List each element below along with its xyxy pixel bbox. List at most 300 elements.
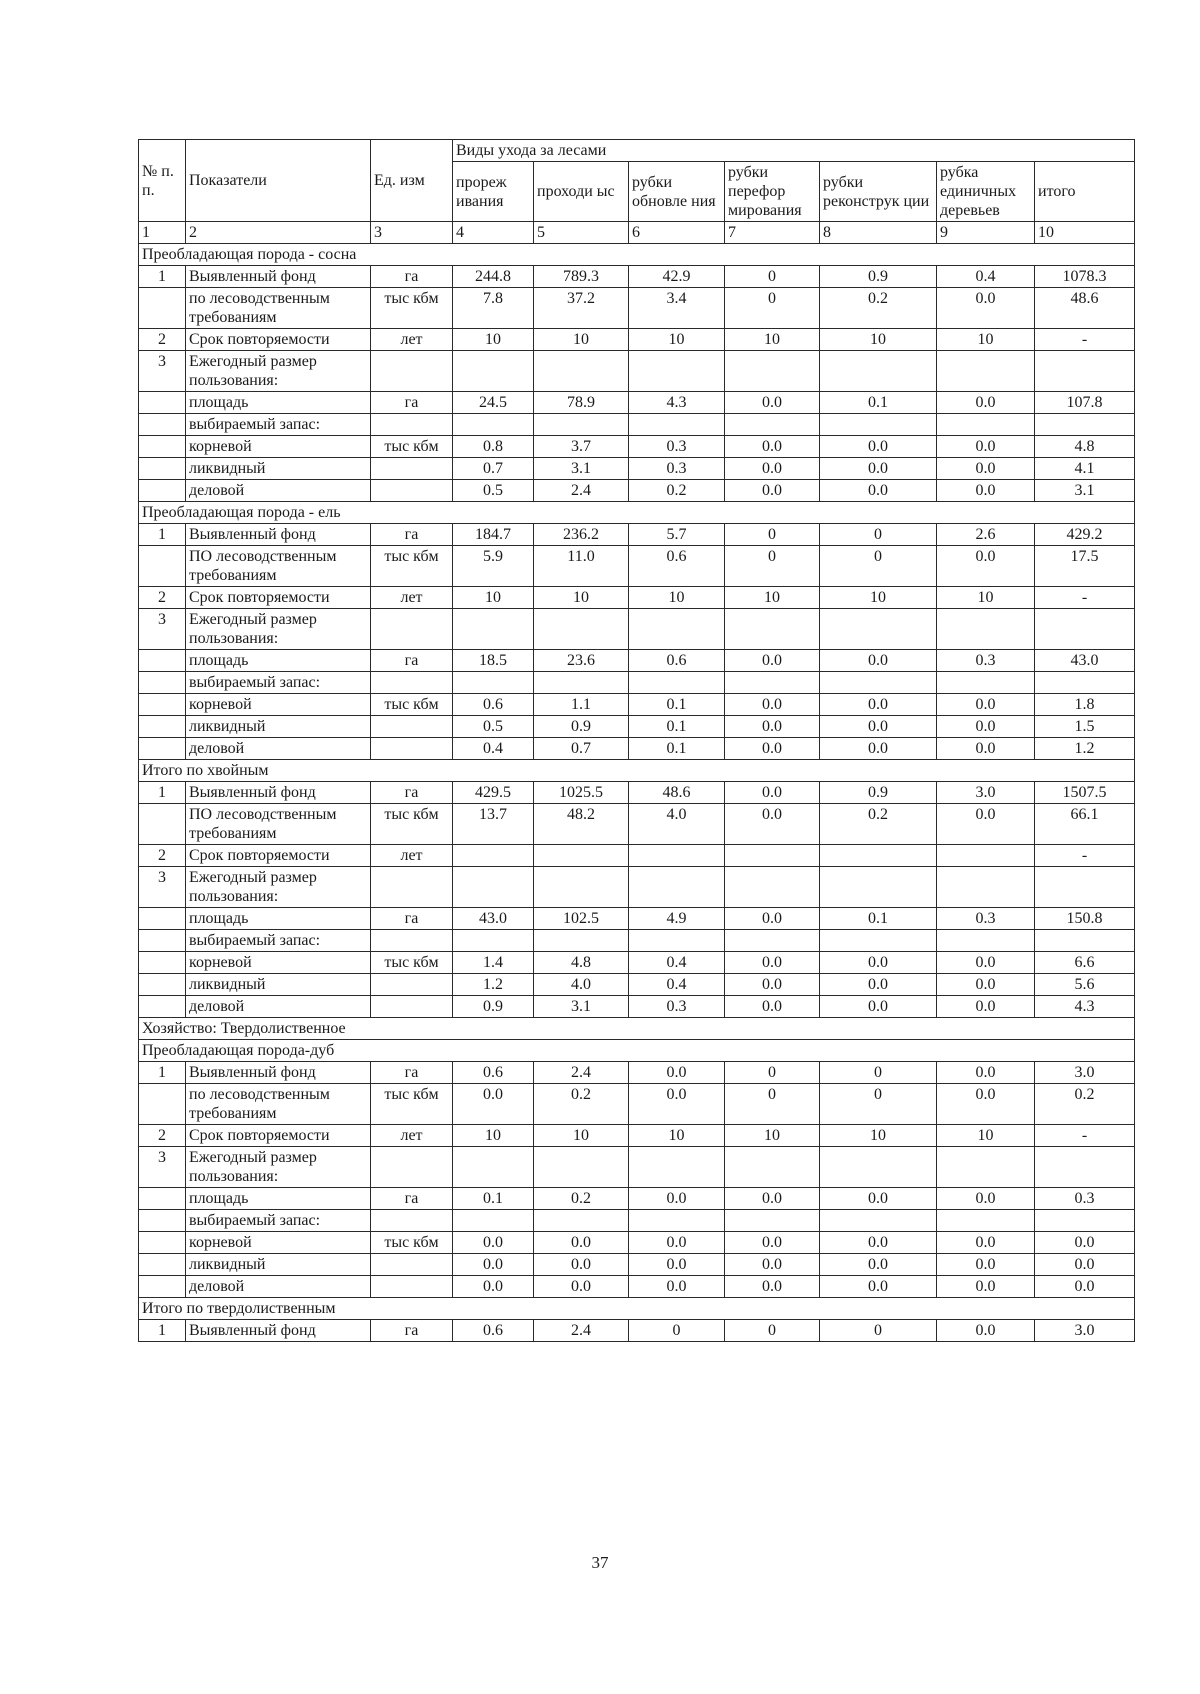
- value-cell: 0.0: [725, 1232, 820, 1254]
- unit-cell: тыс кбм: [371, 804, 453, 845]
- value-cell: 0.0: [937, 480, 1035, 502]
- value-cell: [1035, 1210, 1135, 1232]
- table-row: [139, 782, 1135, 804]
- value-cell: 0: [629, 1320, 725, 1342]
- value-cell: 11.0: [534, 546, 629, 587]
- indicator-label: ПО лесоводственным требованиям: [186, 804, 371, 845]
- row-number: 1: [139, 1062, 186, 1084]
- column-number-row: [139, 222, 1135, 244]
- unit-cell: га: [371, 392, 453, 414]
- table-row: [139, 1320, 1135, 1342]
- value-cell: 7.8: [453, 288, 534, 329]
- value-cell: 3.1: [534, 458, 629, 480]
- unit-cell: [371, 458, 453, 480]
- section-title: Преобладающая порода-дуб: [139, 1040, 1135, 1062]
- value-cell: 0.0: [937, 694, 1035, 716]
- value-cell: 0.0: [725, 650, 820, 672]
- unit-cell: тыс кбм: [371, 1232, 453, 1254]
- section-row: [139, 760, 1135, 782]
- value-cell: [820, 930, 937, 952]
- value-cell: 3.4: [629, 288, 725, 329]
- col-number: 8: [820, 222, 937, 244]
- value-cell: [725, 845, 820, 867]
- value-cell: 10: [820, 1125, 937, 1147]
- header-single-trees: рубка единичных деревьев: [937, 162, 1035, 222]
- value-cell: 5.9: [453, 546, 534, 587]
- value-cell: [453, 930, 534, 952]
- value-cell: [820, 609, 937, 650]
- value-cell: [1035, 1147, 1135, 1188]
- value-cell: 107.8: [1035, 392, 1135, 414]
- value-cell: 10: [534, 329, 629, 351]
- value-cell: 10: [937, 329, 1035, 351]
- value-cell: [937, 672, 1035, 694]
- value-cell: 0.0: [629, 1276, 725, 1298]
- row-number: [139, 1084, 186, 1125]
- row-number: 3: [139, 609, 186, 650]
- header-row: [139, 140, 1135, 162]
- table-row: [139, 716, 1135, 738]
- unit-cell: га: [371, 1320, 453, 1342]
- value-cell: 0.0: [725, 1188, 820, 1210]
- value-cell: 0.0: [937, 738, 1035, 760]
- value-cell: 0.0: [937, 974, 1035, 996]
- value-cell: 0.4: [629, 974, 725, 996]
- table-row: [139, 329, 1135, 351]
- table-row: [139, 845, 1135, 867]
- indicator-label: по лесоводственным требованиям: [186, 288, 371, 329]
- unit-cell: га: [371, 524, 453, 546]
- value-cell: 0.0: [820, 694, 937, 716]
- value-cell: [725, 930, 820, 952]
- col-number: 10: [1035, 222, 1135, 244]
- indicator-label: корневой: [186, 952, 371, 974]
- value-cell: 48.6: [1035, 288, 1135, 329]
- value-cell: 48.2: [534, 804, 629, 845]
- unit-cell: лет: [371, 1125, 453, 1147]
- value-cell: 0.7: [534, 738, 629, 760]
- value-cell: [453, 1210, 534, 1232]
- value-cell: 0.0: [453, 1276, 534, 1298]
- header-num: № п. п.: [139, 140, 186, 222]
- unit-cell: га: [371, 908, 453, 930]
- row-number: [139, 546, 186, 587]
- value-cell: [937, 845, 1035, 867]
- row-number: [139, 1254, 186, 1276]
- header-indicator: Показатели: [186, 140, 371, 222]
- value-cell: 0: [820, 1062, 937, 1084]
- value-cell: 0.0: [453, 1232, 534, 1254]
- value-cell: 0.6: [629, 650, 725, 672]
- indicator-label: Выявленный фонд: [186, 1320, 371, 1342]
- value-cell: 10: [937, 1125, 1035, 1147]
- unit-cell: тыс кбм: [371, 288, 453, 329]
- indicator-label: Ежегодный размер пользования:: [186, 1147, 371, 1188]
- row-number: [139, 1276, 186, 1298]
- value-cell: 48.6: [629, 782, 725, 804]
- value-cell: 1.1: [534, 694, 629, 716]
- row-number: [139, 1232, 186, 1254]
- value-cell: [534, 845, 629, 867]
- value-cell: 0.0: [629, 1062, 725, 1084]
- value-cell: 0: [820, 1084, 937, 1125]
- col-number: 6: [629, 222, 725, 244]
- value-cell: 0.0: [725, 974, 820, 996]
- value-cell: 0.9: [534, 716, 629, 738]
- value-cell: [820, 867, 937, 908]
- value-cell: 0.0: [820, 716, 937, 738]
- value-cell: 0.0: [629, 1232, 725, 1254]
- value-cell: 0.1: [820, 908, 937, 930]
- value-cell: 0.6: [453, 1320, 534, 1342]
- value-cell: 0.0: [534, 1232, 629, 1254]
- table-row: [139, 1125, 1135, 1147]
- value-cell: 0.9: [820, 266, 937, 288]
- table-row: [139, 480, 1135, 502]
- value-cell: 150.8: [1035, 908, 1135, 930]
- value-cell: [629, 609, 725, 650]
- value-cell: 0.0: [937, 436, 1035, 458]
- value-cell: 1025.5: [534, 782, 629, 804]
- value-cell: 0.0: [725, 1276, 820, 1298]
- indicator-label: корневой: [186, 1232, 371, 1254]
- value-cell: [725, 351, 820, 392]
- table-row: [139, 908, 1135, 930]
- value-cell: 0.0: [820, 952, 937, 974]
- value-cell: 0.8: [453, 436, 534, 458]
- forest-care-table: [138, 139, 1135, 1342]
- value-cell: 4.0: [629, 804, 725, 845]
- value-cell: 0.0: [937, 1062, 1035, 1084]
- indicator-label: площадь: [186, 392, 371, 414]
- value-cell: [1035, 414, 1135, 436]
- unit-cell: га: [371, 1062, 453, 1084]
- indicator-label: корневой: [186, 694, 371, 716]
- value-cell: 10: [937, 587, 1035, 609]
- value-cell: [534, 867, 629, 908]
- row-number: 3: [139, 1147, 186, 1188]
- value-cell: 0.0: [725, 738, 820, 760]
- value-cell: -: [1035, 329, 1135, 351]
- value-cell: 0.2: [820, 288, 937, 329]
- unit-cell: [371, 738, 453, 760]
- value-cell: 0.5: [453, 716, 534, 738]
- value-cell: 0.0: [534, 1276, 629, 1298]
- table-row: [139, 587, 1135, 609]
- value-cell: 0.0: [820, 738, 937, 760]
- value-cell: 1.5: [1035, 716, 1135, 738]
- unit-cell: [371, 1254, 453, 1276]
- unit-cell: [371, 996, 453, 1018]
- value-cell: 4.3: [629, 392, 725, 414]
- value-cell: 4.1: [1035, 458, 1135, 480]
- value-cell: 0.0: [453, 1084, 534, 1125]
- value-cell: [937, 351, 1035, 392]
- value-cell: 43.0: [453, 908, 534, 930]
- value-cell: [534, 414, 629, 436]
- row-number: [139, 694, 186, 716]
- value-cell: 0.0: [820, 436, 937, 458]
- value-cell: 78.9: [534, 392, 629, 414]
- value-cell: 1078.3: [1035, 266, 1135, 288]
- table-row: [139, 672, 1135, 694]
- value-cell: [725, 414, 820, 436]
- row-number: [139, 908, 186, 930]
- indicator-label: выбираемый запас:: [186, 414, 371, 436]
- value-cell: 0.0: [629, 1084, 725, 1125]
- value-cell: [629, 867, 725, 908]
- row-number: [139, 738, 186, 760]
- row-number: [139, 930, 186, 952]
- indicator-label: Срок повторяемости: [186, 1125, 371, 1147]
- row-number: 3: [139, 867, 186, 908]
- table-row: [139, 414, 1135, 436]
- header-group: Виды ухода за лесами: [453, 140, 1135, 162]
- table-row: [139, 996, 1135, 1018]
- value-cell: 1.4: [453, 952, 534, 974]
- value-cell: 2.4: [534, 480, 629, 502]
- unit-cell: [371, 414, 453, 436]
- unit-cell: га: [371, 266, 453, 288]
- page-number: 37: [591, 1553, 609, 1572]
- value-cell: 24.5: [453, 392, 534, 414]
- unit-cell: га: [371, 1188, 453, 1210]
- table-row: [139, 1276, 1135, 1298]
- row-number: [139, 672, 186, 694]
- col-number: 3: [371, 222, 453, 244]
- table-row: [139, 458, 1135, 480]
- unit-cell: лет: [371, 587, 453, 609]
- table-row: [139, 392, 1135, 414]
- value-cell: 0.0: [937, 1276, 1035, 1298]
- value-cell: 10: [725, 1125, 820, 1147]
- indicator-label: по лесоводственным требованиям: [186, 1084, 371, 1125]
- header-thinning: прореж ивания: [453, 162, 534, 222]
- section-title: Итого по хвойным: [139, 760, 1135, 782]
- table-row: [139, 738, 1135, 760]
- section-row: [139, 502, 1135, 524]
- value-cell: 0.0: [1035, 1254, 1135, 1276]
- unit-cell: тыс кбм: [371, 1084, 453, 1125]
- row-number: [139, 974, 186, 996]
- header-reformation: рубки перефор мирования: [725, 162, 820, 222]
- value-cell: 0.0: [725, 908, 820, 930]
- section-title: Хозяйство: Твердолиственное: [139, 1018, 1135, 1040]
- indicator-label: деловой: [186, 480, 371, 502]
- value-cell: 17.5: [1035, 546, 1135, 587]
- value-cell: 10: [725, 587, 820, 609]
- value-cell: [820, 845, 937, 867]
- indicator-label: деловой: [186, 1276, 371, 1298]
- value-cell: 13.7: [453, 804, 534, 845]
- table-row: [139, 351, 1135, 392]
- value-cell: 10: [725, 329, 820, 351]
- value-cell: 0: [725, 266, 820, 288]
- value-cell: 0.0: [629, 1254, 725, 1276]
- value-cell: [937, 609, 1035, 650]
- value-cell: 4.0: [534, 974, 629, 996]
- value-cell: 10: [534, 1125, 629, 1147]
- value-cell: 0.0: [725, 694, 820, 716]
- value-cell: 0.3: [937, 650, 1035, 672]
- value-cell: 0.2: [820, 804, 937, 845]
- value-cell: [629, 351, 725, 392]
- table-row: [139, 804, 1135, 845]
- indicator-label: Выявленный фонд: [186, 524, 371, 546]
- table-row: [139, 1254, 1135, 1276]
- value-cell: 66.1: [1035, 804, 1135, 845]
- unit-cell: [371, 930, 453, 952]
- indicator-label: ликвидный: [186, 716, 371, 738]
- value-cell: 102.5: [534, 908, 629, 930]
- table-row: [139, 930, 1135, 952]
- value-cell: 10: [534, 587, 629, 609]
- indicator-label: выбираемый запас:: [186, 672, 371, 694]
- value-cell: 1507.5: [1035, 782, 1135, 804]
- value-cell: [629, 672, 725, 694]
- header-total: итого: [1035, 162, 1135, 222]
- value-cell: 0: [725, 546, 820, 587]
- indicator-label: Выявленный фонд: [186, 1062, 371, 1084]
- unit-cell: [371, 1147, 453, 1188]
- value-cell: [725, 672, 820, 694]
- value-cell: 10: [453, 329, 534, 351]
- row-number: [139, 952, 186, 974]
- value-cell: [725, 867, 820, 908]
- value-cell: 0.0: [820, 458, 937, 480]
- unit-cell: [371, 480, 453, 502]
- value-cell: [937, 930, 1035, 952]
- value-cell: 0.3: [629, 458, 725, 480]
- unit-cell: [371, 974, 453, 996]
- header-reconstruction: рубки реконструк ции: [820, 162, 937, 222]
- value-cell: [1035, 867, 1135, 908]
- value-cell: 0.0: [937, 804, 1035, 845]
- value-cell: 0.2: [629, 480, 725, 502]
- value-cell: 0.1: [453, 1188, 534, 1210]
- value-cell: 184.7: [453, 524, 534, 546]
- value-cell: 0.0: [725, 458, 820, 480]
- value-cell: [820, 414, 937, 436]
- table-row: [139, 1232, 1135, 1254]
- value-cell: [534, 351, 629, 392]
- header-renewal: рубки обновле ния: [629, 162, 725, 222]
- value-cell: 236.2: [534, 524, 629, 546]
- value-cell: [453, 1147, 534, 1188]
- value-cell: 3.1: [534, 996, 629, 1018]
- value-cell: 10: [629, 329, 725, 351]
- value-cell: [937, 414, 1035, 436]
- value-cell: [1035, 351, 1135, 392]
- value-cell: [629, 1147, 725, 1188]
- row-number: [139, 1188, 186, 1210]
- value-cell: [453, 609, 534, 650]
- value-cell: [725, 1210, 820, 1232]
- value-cell: 0.1: [820, 392, 937, 414]
- table-body: [139, 140, 1135, 1342]
- value-cell: [453, 672, 534, 694]
- unit-cell: лет: [371, 329, 453, 351]
- indicator-label: площадь: [186, 908, 371, 930]
- table-row: [139, 524, 1135, 546]
- col-number: 7: [725, 222, 820, 244]
- value-cell: 3.0: [937, 782, 1035, 804]
- row-number: [139, 650, 186, 672]
- header-passage: проходи ыс: [534, 162, 629, 222]
- value-cell: 0.0: [820, 974, 937, 996]
- value-cell: [725, 1147, 820, 1188]
- unit-cell: [371, 351, 453, 392]
- value-cell: 1.2: [1035, 738, 1135, 760]
- value-cell: 1.8: [1035, 694, 1135, 716]
- indicator-label: выбираемый запас:: [186, 1210, 371, 1232]
- value-cell: [534, 1210, 629, 1232]
- value-cell: [1035, 930, 1135, 952]
- value-cell: [1035, 609, 1135, 650]
- value-cell: 0.0: [937, 1084, 1035, 1125]
- value-cell: 0.0: [725, 436, 820, 458]
- value-cell: [453, 845, 534, 867]
- value-cell: 429.5: [453, 782, 534, 804]
- indicator-label: Срок повторяемости: [186, 845, 371, 867]
- value-cell: 0.7: [453, 458, 534, 480]
- value-cell: [937, 1210, 1035, 1232]
- header-unit: Ед. изм: [371, 140, 453, 222]
- value-cell: 0.3: [629, 996, 725, 1018]
- value-cell: [534, 672, 629, 694]
- col-number: 9: [937, 222, 1035, 244]
- value-cell: 0: [725, 1320, 820, 1342]
- value-cell: 18.5: [453, 650, 534, 672]
- value-cell: 10: [629, 587, 725, 609]
- value-cell: 0.0: [937, 1188, 1035, 1210]
- value-cell: 10: [629, 1125, 725, 1147]
- value-cell: 0: [725, 1084, 820, 1125]
- value-cell: 3.7: [534, 436, 629, 458]
- unit-cell: [371, 609, 453, 650]
- value-cell: 0.1: [629, 716, 725, 738]
- table-row: [139, 694, 1135, 716]
- unit-cell: [371, 716, 453, 738]
- value-cell: 0.0: [725, 392, 820, 414]
- section-title: Преобладающая порода - ель: [139, 502, 1135, 524]
- value-cell: 0.1: [629, 694, 725, 716]
- value-cell: 0.6: [629, 546, 725, 587]
- value-cell: 0: [725, 288, 820, 329]
- value-cell: 0.1: [629, 738, 725, 760]
- row-number: [139, 1210, 186, 1232]
- value-cell: 0.0: [1035, 1232, 1135, 1254]
- value-cell: [820, 672, 937, 694]
- value-cell: [534, 930, 629, 952]
- value-cell: 789.3: [534, 266, 629, 288]
- value-cell: 0.0: [629, 1188, 725, 1210]
- value-cell: [453, 351, 534, 392]
- value-cell: 0.2: [534, 1084, 629, 1125]
- table-row: [139, 546, 1135, 587]
- col-number: 2: [186, 222, 371, 244]
- unit-cell: га: [371, 650, 453, 672]
- value-cell: [820, 351, 937, 392]
- value-cell: [725, 609, 820, 650]
- section-row: [139, 1298, 1135, 1320]
- table-row: [139, 1084, 1135, 1125]
- value-cell: 6.6: [1035, 952, 1135, 974]
- value-cell: 0.0: [1035, 1276, 1135, 1298]
- indicator-label: Ежегодный размер пользования:: [186, 609, 371, 650]
- value-cell: 0: [725, 524, 820, 546]
- value-cell: 0.0: [820, 650, 937, 672]
